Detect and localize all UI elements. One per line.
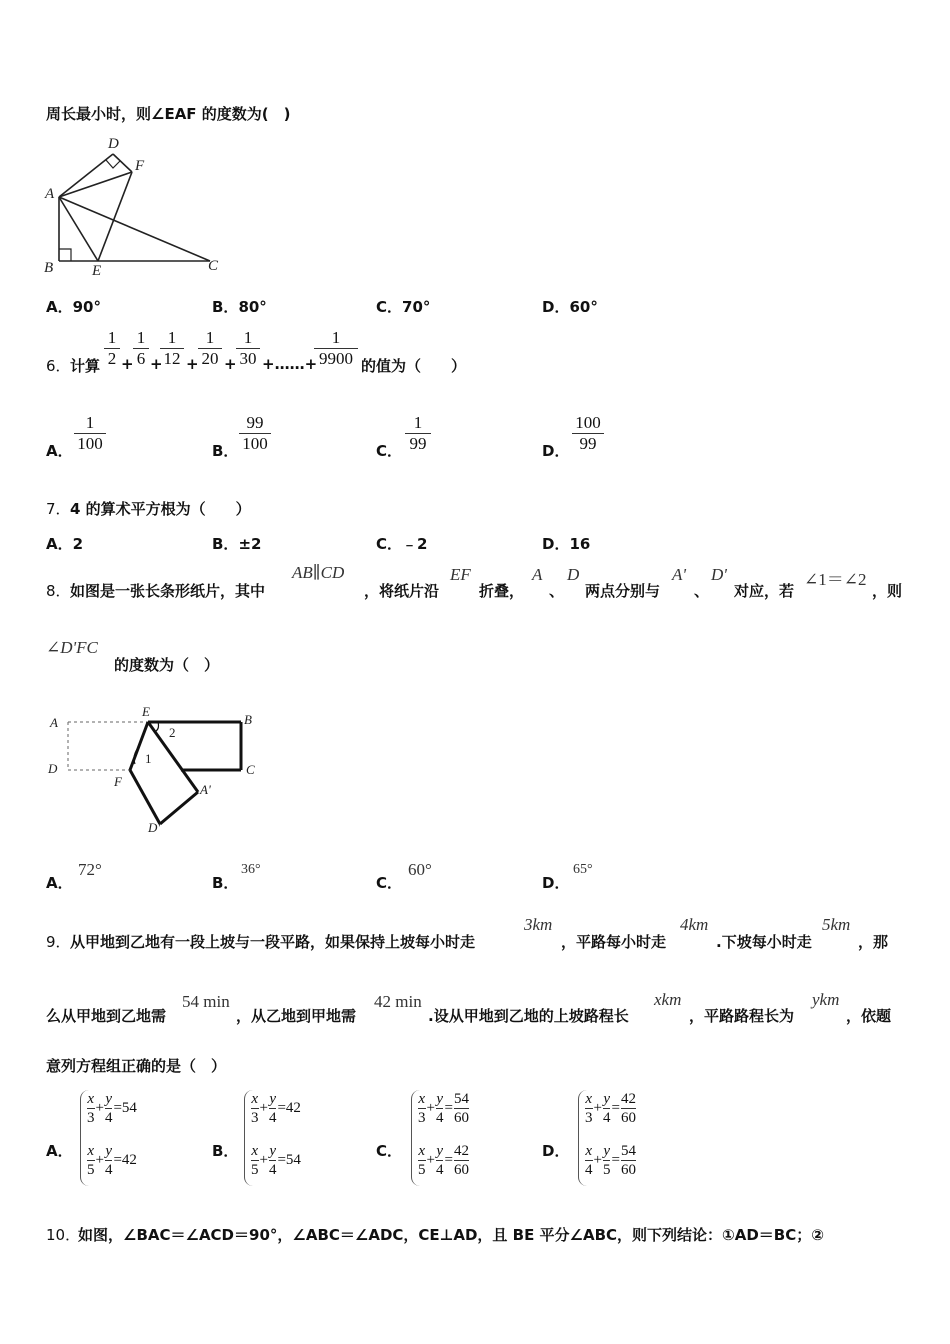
q6-term-5: $\frac{1}{30}$ — [236, 328, 260, 369]
q5-label-f: F — [135, 158, 145, 174]
q9-option-c-row1[interactable]: $\frac{x}{3}$ + $\frac{y}{4}$ = $\frac{54}{60}$ — [418, 1091, 469, 1126]
q5-label-b: B — [44, 260, 54, 276]
q9-text-1: 从甲地到乙地有一段上坡与一段平路，如果保持上坡每小时走 — [70, 933, 476, 951]
q6-number: 6． — [46, 357, 71, 375]
q6-option-a-letter[interactable]: A． — [46, 442, 73, 460]
q8-text-3: 折叠， — [479, 582, 525, 600]
q9-option-b-letter[interactable]: B． — [212, 1142, 239, 1160]
q9-math-5: 42 min — [374, 992, 422, 1011]
q8-label-c: C — [246, 762, 255, 777]
q6-option-b-letter[interactable]: B． — [212, 442, 239, 460]
q8-label-d: D — [48, 761, 58, 776]
q6-option-a[interactable]: $\frac{1}{100}$ — [74, 413, 106, 454]
q9-math-2: 4km — [680, 915, 709, 934]
q8-option-c-letter[interactable]: C． — [376, 874, 403, 892]
q8-math-2: EF — [450, 565, 471, 584]
q6-lead: 计算 — [70, 357, 101, 375]
q6-term-1: $\frac{1}{2}$ — [104, 328, 120, 369]
q9-option-a-letter[interactable]: A． — [46, 1142, 73, 1160]
q9-math-3: 5km — [822, 915, 851, 934]
q7-number: 7． — [46, 500, 71, 518]
q8-label-e: E — [142, 704, 150, 719]
q8-label-b: B — [244, 712, 252, 727]
q6-term-2: $\frac{1}{6}$ — [133, 328, 149, 369]
q9-option-b-row1[interactable]: $\frac{x}{3}$ + $\frac{y}{4}$ =42 — [251, 1091, 301, 1126]
q5-label-c: C — [208, 258, 219, 274]
q6-option-c-letter[interactable]: C． — [376, 442, 403, 460]
q9-text-9: ，依题 — [846, 1007, 892, 1025]
q8-math-6: D' — [711, 565, 727, 584]
q8-option-a-letter[interactable]: A． — [46, 874, 73, 892]
q9-option-a-row1[interactable]: $\frac{x}{3}$ + $\frac{y}{4}$ =54 — [87, 1091, 137, 1126]
q8-text-9: 的度数为（ ） — [114, 656, 220, 674]
q8-option-d-letter[interactable]: D． — [542, 874, 570, 892]
q6-option-d-letter[interactable]: D． — [542, 442, 570, 460]
q8-text-7: 对应，若 — [734, 582, 795, 600]
q7-stem: 4 的算术平方根为（ ） — [70, 500, 251, 518]
q8-math-4: D — [567, 565, 580, 584]
q8-option-c[interactable]: 60° — [408, 860, 432, 879]
q7-option-c[interactable]: C．﹣2 — [376, 535, 428, 553]
q8-label-angle-2: 2 — [169, 725, 176, 740]
q8-label-f: F — [114, 774, 122, 789]
q5-option-c[interactable]: C．70° — [376, 298, 431, 316]
q6-plus-4: + — [224, 355, 237, 373]
q9-option-d-row1[interactable]: $\frac{x}{3}$ + $\frac{y}{4}$ = $\frac{42}{60}$ — [585, 1091, 636, 1126]
q8-text-5: 两点分别与 — [585, 582, 661, 600]
q8-option-d[interactable]: 65° — [573, 862, 593, 877]
q9-option-a-row2[interactable]: $\frac{x}{5}$ + $\frac{y}{4}$ =42 — [87, 1143, 137, 1178]
q6-plus-2: + — [150, 355, 163, 373]
q9-math-7: ykm — [812, 990, 840, 1009]
q5-label-a: A — [45, 186, 55, 202]
q8-math-5: A' — [672, 565, 687, 584]
q8-text-1: 如图是一张长条形纸片，其中 — [70, 582, 266, 600]
q9-number: 9． — [46, 933, 71, 951]
q8-text-8: ，则 — [872, 582, 903, 600]
q8-text-6: 、 — [694, 582, 710, 600]
q9-option-c-letter[interactable]: C． — [376, 1142, 403, 1160]
q8-label-a-prime: A' — [200, 782, 211, 797]
q9-text-4: ，那 — [858, 933, 889, 951]
q8-option-a[interactable]: 72° — [78, 860, 102, 879]
q9-text-3: .下坡每小时走 — [716, 933, 812, 951]
q8-text-2: ，将纸片沿 — [364, 582, 440, 600]
q8-label-angle-1: 1 — [145, 751, 152, 766]
q7-option-b[interactable]: B．±2 — [212, 535, 262, 553]
q5-option-d[interactable]: D．60° — [542, 298, 598, 316]
q9-text-6: ，从乙地到甲地需 — [236, 1007, 357, 1025]
q7-option-d[interactable]: D．16 — [542, 535, 591, 553]
q10-text: 如图，∠BAC＝∠ACD＝90°，∠ABC＝∠ADC，CE⊥AD，且 BE 平分∠ABC，则下列结论：①AD＝BC；② — [78, 1226, 824, 1244]
q6-plus-1: + — [121, 355, 134, 373]
q5-label-e: E — [92, 263, 102, 279]
q9-text-10: 意列方程组正确的是（ ） — [46, 1057, 227, 1075]
q9-math-4: 54 min — [182, 992, 230, 1011]
q5-label-d: D — [108, 136, 119, 152]
q7-option-a[interactable]: A．2 — [46, 535, 84, 553]
q6-option-c[interactable]: $\frac{1}{99}$ — [405, 413, 431, 454]
q8-text-4: 、 — [549, 582, 565, 600]
q9-option-b-row2[interactable]: $\frac{x}{5}$ + $\frac{y}{4}$ =54 — [251, 1143, 301, 1178]
q9-option-d-letter[interactable]: D． — [542, 1142, 570, 1160]
q5-stem: 周长最小时，则∠EAF 的度数为( ) — [46, 105, 291, 123]
q8-math-8: ∠D'FC — [46, 638, 98, 657]
q9-math-1: 3km — [524, 915, 553, 934]
q9-text-8: ，平路路程长为 — [689, 1007, 795, 1025]
q9-text-2: ，平路每小时走 — [561, 933, 667, 951]
q9-option-d-row2[interactable]: $\frac{x}{4}$ + $\frac{y}{5}$ = $\frac{54}{60}$ — [585, 1143, 636, 1178]
q10-number: 10． — [46, 1226, 81, 1244]
q8-math-7: ∠1＝∠2 — [804, 570, 867, 589]
q8-math-1: AB∥CD — [292, 563, 345, 582]
q9-math-6: xkm — [654, 990, 682, 1009]
q8-option-b[interactable]: 36° — [241, 862, 261, 877]
q5-option-a[interactable]: A．90° — [46, 298, 101, 316]
q6-term-3: $\frac{1}{12}$ — [160, 328, 184, 369]
q6-tail: 的值为（ ） — [361, 357, 467, 375]
q5-option-b[interactable]: B．80° — [212, 298, 267, 316]
q6-option-b[interactable]: $\frac{99}{100}$ — [239, 413, 271, 454]
q5-figure — [40, 130, 240, 280]
q8-figure — [40, 700, 270, 840]
q9-text-5: 么从甲地到乙地需 — [46, 1007, 167, 1025]
q8-label-a: A — [50, 715, 58, 730]
q8-option-b-letter[interactable]: B． — [212, 874, 239, 892]
q6-option-d[interactable]: $\frac{100}{99}$ — [572, 413, 604, 454]
q6-term-4: $\frac{1}{20}$ — [198, 328, 222, 369]
q6-plus-3: + — [186, 355, 199, 373]
q8-math-3: A — [532, 565, 543, 584]
q6-ellipsis: +……+ — [262, 355, 318, 373]
q6-term-6: $\frac{1}{9900}$ — [314, 328, 358, 369]
q8-label-d-prime: D' — [148, 820, 161, 835]
q8-number: 8． — [46, 582, 71, 600]
q9-option-c-row2[interactable]: $\frac{x}{5}$ + $\frac{y}{4}$ = $\frac{42}{60}$ — [418, 1143, 469, 1178]
q9-text-7: .设从甲地到乙地的上坡路程长 — [428, 1007, 629, 1025]
